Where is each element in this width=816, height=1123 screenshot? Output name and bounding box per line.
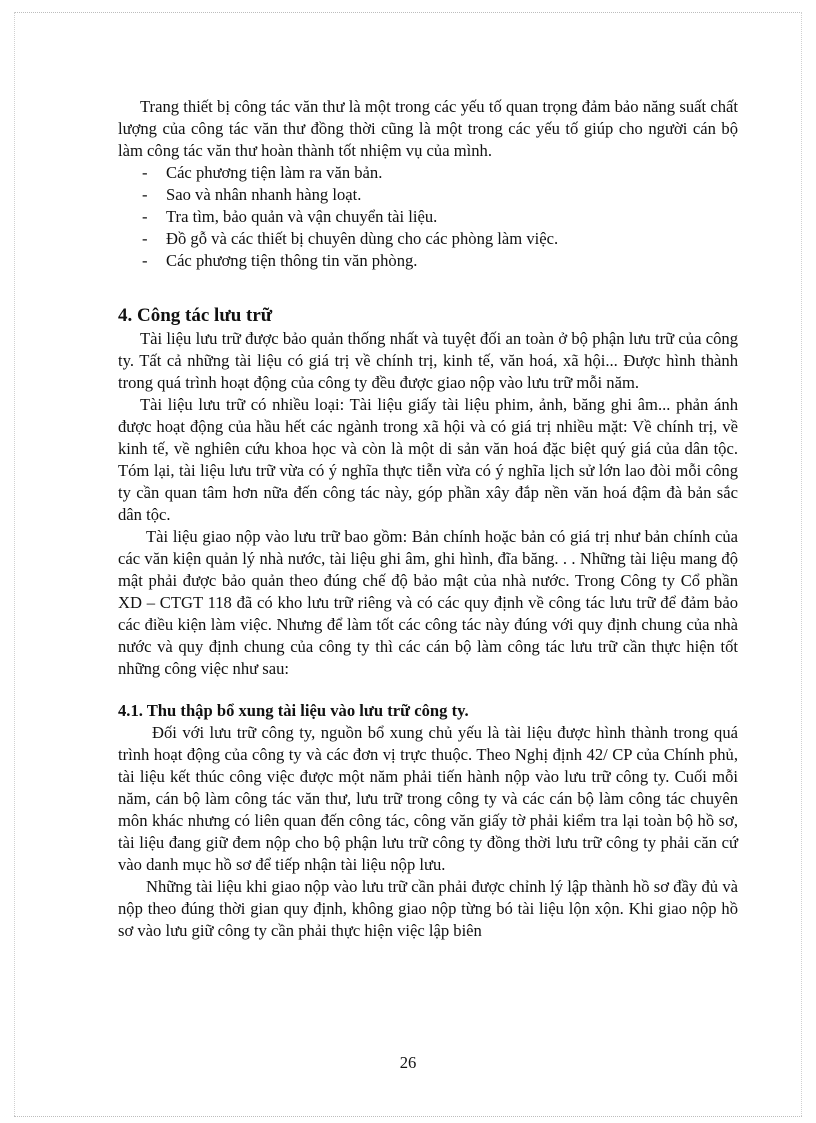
intro-paragraph: Trang thiết bị công tác văn thư là một trong các yếu tố quan trọng đảm bảo năng suất chất lượng của công tác văn thư đồng thời cũng là một trong các yếu tố giúp cho người cán bộ làm công tác văn thư hoàn thành tốt nhiệm vụ của mình. [118, 97, 738, 160]
page-border-left [14, 12, 15, 1116]
list-item: - Tra tìm, bảo quản và vận chuyển tài liệu. [118, 206, 738, 228]
page-border-right [801, 12, 802, 1116]
section-heading-4-1: 4.1. Thu thập bổ xung tài liệu vào lưu trữ công ty. [118, 701, 469, 720]
page-number: 26 [399, 1053, 417, 1072]
equipment-list [118, 162, 738, 272]
list-item: - Sao và nhân nhanh hàng loạt. [118, 184, 738, 206]
section-heading-4: 4. Công tác lưu trữ [118, 305, 273, 326]
list-item: - Đồ gỗ và các thiết bị chuyên dùng cho các phòng làm việc. [118, 228, 738, 250]
paragraph: Tài liệu lưu trữ có nhiều loại: Tài liệu giấy tài liệu phim, ảnh, băng ghi âm... phản ánh được hoạt động của hầu hết các ngành trong xã hội và có giá trị nhiều mặt: Về chính trị, về kinh tế, về nghiên cứu khoa học và còn là một di sản văn hoá đặc biệt quý giá của dân tộc. Tóm lại, tài liệu lưu trữ vừa có ý nghĩa thực tiễn vừa có ý nghĩa lịch sử lớn lao đòi mỗi công ty cần quan tâm hơn nữa đến công tác này, góp phần xây đắp nền văn hoá đậm đà bản sắc dân tộc. [118, 395, 738, 524]
paragraph: Những tài liệu khi giao nộp vào lưu trữ cần phải được chỉnh lý lập thành hồ sơ đầy đủ và nộp theo đúng thời gian quy định, không giao nộp từng bó tài liệu lộn xộn. Khi giao nộp hồ sơ vào lưu giữ công ty cần phải thực hiện việc lập biên [118, 877, 738, 940]
page-border-bottom [14, 1116, 802, 1117]
list-item: - Các phương tiện thông tin văn phòng. [118, 250, 738, 272]
page-content [118, 96, 738, 942]
page-border-top [14, 12, 802, 13]
paragraph: Tài liệu lưu trữ được bảo quản thống nhất và tuyệt đối an toàn ở bộ phận lưu trữ của công ty. Tất cả những tài liệu có giá trị về chính trị, kinh tế, văn hoá, xã hội... Được hình thành trong quá trình hoạt động của công ty đều được giao nộp vào lưu trữ mỗi năm. [118, 329, 738, 392]
paragraph: Đối với lưu trữ công ty, nguồn bổ xung chủ yếu là tài liệu được hình thành trong quá trình hoạt động của công ty và các đơn vị trực thuộc. Theo Nghị định 42/ CP của Chính phủ, tài liệu kết thúc công việc được một năm phải tiến hành nộp vào lưu trữ công ty. Cuối mỗi năm, cán bộ làm công tác văn thư, lưu trữ trong công ty và các cán bộ làm công tác chuyên môn khác nhưng có liên quan đến công tác, công văn giấy tờ phải kiểm tra lại toàn bộ hồ sơ, tài liệu đang giữ đem nộp cho bộ phận lưu trữ công ty đồng thời lưu trữ công ty phải căn cứ vào danh mục hồ sơ để tiếp nhận tài liệu nộp lưu. [118, 723, 738, 874]
list-item: - Các phương tiện làm ra văn bản. [118, 162, 738, 184]
paragraph: Tài liệu giao nộp vào lưu trữ bao gồm: Bản chính hoặc bản có giá trị như bản chính của các văn kiện quản lý nhà nước, tài liệu ghi âm, ghi hình, đĩa băng. . . Những tài liệu mang độ mật phải được bảo quản theo đúng chế độ bảo mật của nhà nước. Trong Công ty Cổ phần XD – CTGT 118 đã có kho lưu trữ riêng và có các quy định về công tác lưu trữ để đảm bảo các điều kiện làm việc. Nhưng để làm tốt các công tác này đúng với quy định chung của nhà nước và quy định chung của công ty thì các cán bộ làm công tác lưu trữ cần thực hiện tốt những công việc như sau: [118, 527, 738, 678]
